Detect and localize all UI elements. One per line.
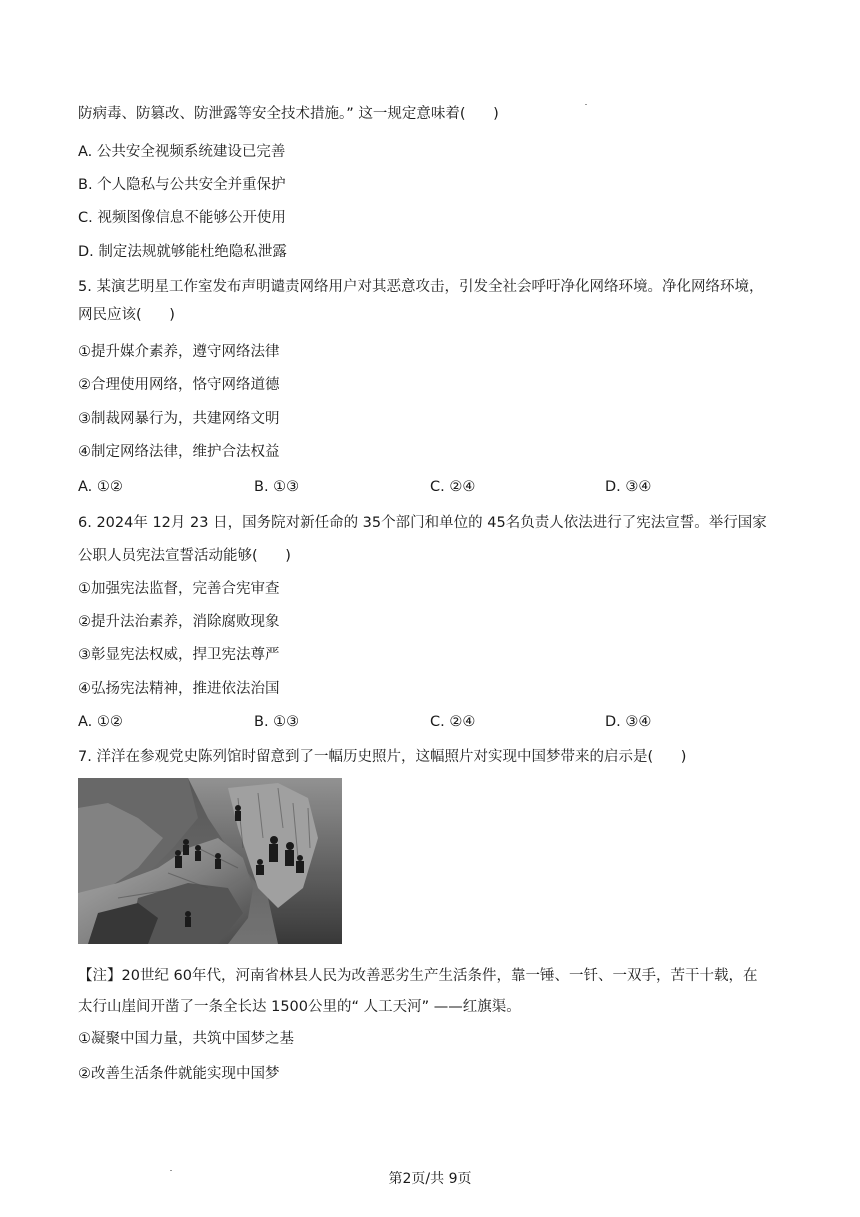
scan-speck bbox=[585, 104, 587, 105]
q6-choices bbox=[78, 712, 778, 732]
q6-item-2: ②提升法治素养，消除腐败现象 bbox=[78, 614, 280, 630]
q5-stem-line2: 网民应该( ) bbox=[78, 307, 175, 323]
q5-choices bbox=[78, 477, 778, 497]
q6-choice-a: A. ①② bbox=[78, 714, 123, 730]
q5-stem-line1: 5. 某演艺明星工作室发布声明谴责网络用户对其恶意攻击，引发全社会呼吁净化网络环境。净化网络环境， bbox=[78, 279, 764, 295]
q5-item-4: ④制定网络法律，维护合法权益 bbox=[78, 444, 280, 460]
q5-item-2: ②合理使用网络，恪守网络道德 bbox=[78, 377, 280, 393]
q6-item-3: ③彰显宪法权威，捍卫宪法尊严 bbox=[78, 647, 280, 663]
q5-choice-d: D. ③④ bbox=[605, 479, 652, 495]
red-flag-canal-photo bbox=[78, 778, 342, 944]
q5-choice-c: C. ②④ bbox=[430, 479, 476, 495]
q7-note-line1: 【注】20世纪 60年代，河南省林县人民为改善恶劣生产生活条件，靠一锤、一钎、一双手，苦干十载，在 bbox=[78, 968, 758, 984]
q7-note-line2: 太行山崖间开凿了一条全长达 1500公里的“ 人工天河” ——红旗渠。 bbox=[78, 999, 521, 1015]
q6-choice-b: B. ①③ bbox=[254, 714, 300, 730]
q7-item-2: ②改善生活条件就能实现中国梦 bbox=[78, 1066, 280, 1082]
q4-option-a: A. 公共安全视频系统建设已完善 bbox=[78, 144, 286, 160]
q6-stem-line2: 公职人员宪法宣誓活动能够( ) bbox=[78, 548, 291, 564]
q6-item-1: ①加强宪法监督，完善合宪审查 bbox=[78, 581, 280, 597]
q6-stem-line1: 6. 2024年 12月 23 日，国务院对新任命的 35个部门和单位的 45名负责人依法进行了宪法宣誓。举行国家 bbox=[78, 515, 767, 531]
q7-item-1: ①凝聚中国力量，共筑中国梦之基 bbox=[78, 1031, 294, 1047]
q5-choice-a: A. ①② bbox=[78, 479, 123, 495]
q5-choice-b: B. ①③ bbox=[254, 479, 300, 495]
q5-item-1: ①提升媒介素养，遵守网络法律 bbox=[78, 344, 280, 360]
q5-item-3: ③制裁网暴行为，共建网络文明 bbox=[78, 411, 280, 427]
q4-option-d: D. 制定法规就够能杜绝隐私泄露 bbox=[78, 244, 287, 260]
q7-stem: 7. 洋洋在参观党史陈列馆时留意到了一幅历史照片，这幅照片对实现中国梦带来的启示是( ) bbox=[78, 749, 687, 765]
q6-item-4: ④弘扬宪法精神，推进依法治国 bbox=[78, 681, 280, 697]
page-number: 第2页/共 9页 bbox=[388, 1171, 472, 1187]
q4-stem-tail: 防病毒、防篡改、防泄露等安全技术措施。” 这一规定意味着( ) bbox=[78, 106, 499, 122]
q6-choice-c: C. ②④ bbox=[430, 714, 476, 730]
q4-option-c: C. 视频图像信息不能够公开使用 bbox=[78, 210, 286, 226]
q4-option-b: B. 个人隐私与公共安全并重保护 bbox=[78, 177, 286, 193]
q6-choice-d: D. ③④ bbox=[605, 714, 652, 730]
